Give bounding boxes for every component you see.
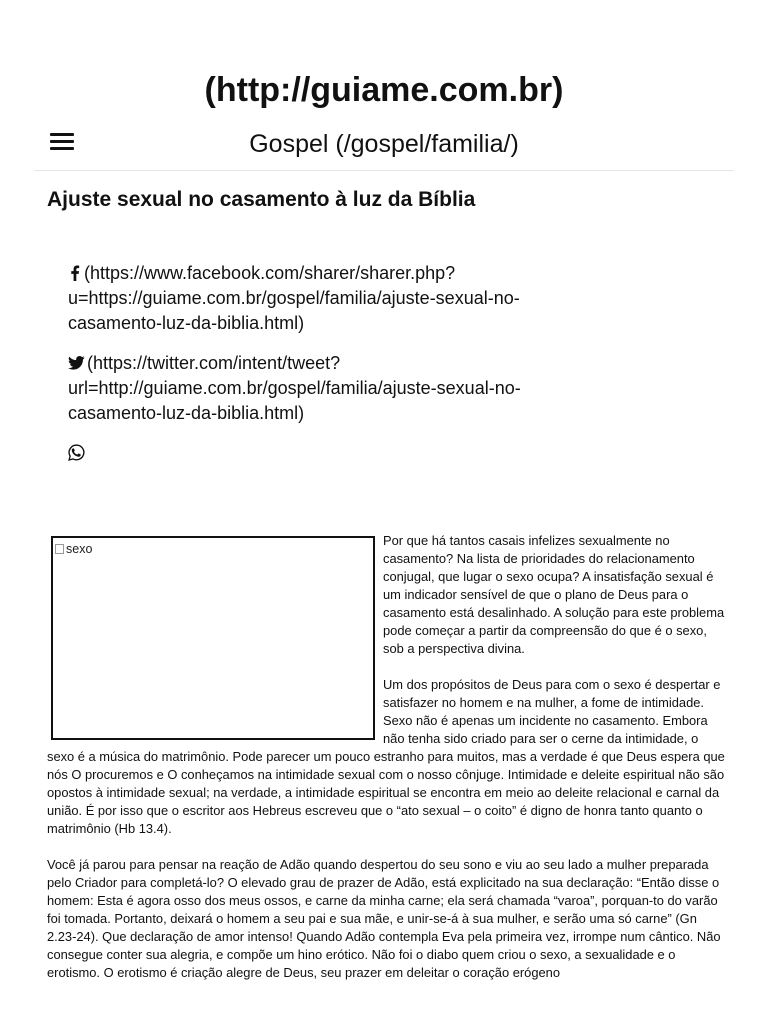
twitter-share-link[interactable] [68, 351, 588, 426]
whatsapp-icon[interactable] [68, 444, 85, 461]
broken-image-icon [55, 544, 64, 554]
facebook-share-url[interactable]: (https://www.facebook.com/sharer/sharer.php?u=https://guiame.com.br/gospel/familia/ajuste-sexual-no-casamento-luz-da-biblia.html) [68, 263, 520, 333]
twitter-icon [68, 355, 85, 371]
article-body [47, 532, 725, 1000]
header-divider [34, 170, 734, 171]
facebook-share-link[interactable] [68, 261, 588, 336]
article-title: Ajuste sexual no casamento à luz da Bíblia [47, 188, 476, 211]
article-paragraph: Um dos propósitos de Deus para com o sexo é despertar e satisfazer no homem e na mulher, a fome de intimidade. Sexo não é apenas um incidente no casamento. Embora não tenha sido criado para ser o cerne da intimidade, o sexo é a música do matrimônio. Pode parecer um pouco estranho para muitos, mas a verdade é que Deus espera que nós O procuremos e O conheçamos na intimidade sexual com o nosso cônjuge. Intimidade e deleite espiritual não são opostos à intimidade sexual; na verdade, a intimidade espiritual se encontra em meio ao deleite relacional e carnal da união. É por isso que o escritor aos Hebreus escreveu que o “ato sexual – o coito” é digno de honra tanto quanto o matrimônio (Hb 13.4). [47, 677, 725, 836]
section-link-gospel[interactable]: Gospel (/gospel/familia/) [249, 130, 519, 158]
image-alt-text: sexo [66, 542, 93, 556]
broken-image-placeholder [55, 540, 92, 558]
article-paragraph: Você já parou para pensar na reação de Adão quando despertou do seu sono e viu ao seu lado a mulher preparada pelo Criador para completá-lo? O elevado grau de prazer de Adão, está explicitado na sua declaração: “Então disse o homem: Esta é agora osso dos meus ossos, e carne da minha carne; ela será chamada “varoa”, porquan-to do varão foi tomada. Portanto, deixará o homem a seu pai e sua mãe, e unir-se-á à sua mulher, e serão uma só carne” (Gn 2.23-24). Que declaração de amor intenso! Quando Adão contempla Eva pela primeira vez, irrompe num cântico. Não consegue conter sua alegria, e compõe um hino erótico. Não foi o diabo quem criou o sexo, a sexualidade e o erotismo. O erotismo é criação alegre de Deus, seu prazer em deleitar o coração erógeno [47, 857, 721, 980]
article-paragraph: Por que há tantos casais infelizes sexualmente no casamento? Na lista de prioridades do relacionamento conjugal, que lugar o sexo ocupa? A insatisfação sexual é um indicador sensível de que o plano de Deus para o casamento está desalinhado. A solução para este problema pode começar a partir da compreensão do que é o sexo, sob a perspectiva divina. [383, 533, 725, 656]
site-title-link[interactable]: (http://guiame.com.br) [204, 71, 564, 109]
twitter-share-url[interactable]: (https://twitter.com/intent/tweet?url=http://guiame.com.br/gospel/familia/ajuste-sexual-no-casamento-luz-da-biblia.html) [68, 353, 521, 423]
article-image [51, 536, 375, 740]
facebook-icon [68, 265, 82, 281]
